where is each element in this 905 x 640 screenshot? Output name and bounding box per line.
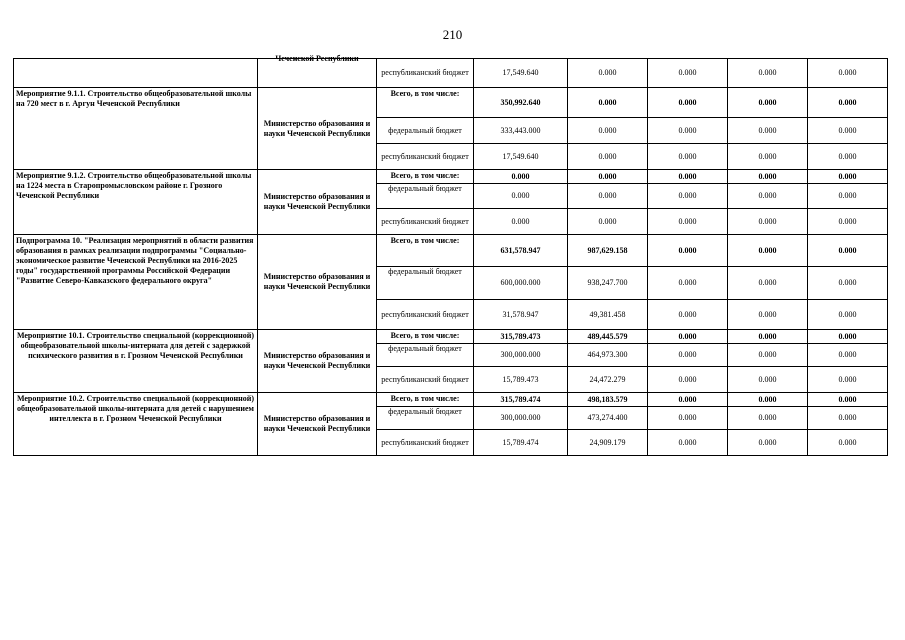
funding-source-cell: федеральный бюджет bbox=[377, 407, 474, 430]
value-cell: 0.000 bbox=[728, 407, 808, 430]
value-cell: 0.000 bbox=[648, 393, 728, 407]
value-cell: 0.000 bbox=[648, 300, 728, 330]
value-cell: 0.000 bbox=[648, 367, 728, 393]
value-cell: 0.000 bbox=[568, 209, 648, 235]
funding-source-cell: Всего, в том числе: bbox=[377, 88, 474, 118]
value-cell: 0.000 bbox=[648, 170, 728, 184]
value-cell: 0.000 bbox=[474, 170, 568, 184]
value-cell: 0.000 bbox=[728, 235, 808, 267]
value-cell: 0.000 bbox=[648, 330, 728, 344]
value-cell: 464,973.300 bbox=[568, 344, 648, 367]
value-cell: 15,789.473 bbox=[474, 367, 568, 393]
funding-source-cell: республиканский бюджет bbox=[377, 430, 474, 456]
budget-table bbox=[13, 54, 888, 456]
value-cell: 0.000 bbox=[728, 184, 808, 209]
page-number: 210 bbox=[442, 27, 463, 42]
table-row bbox=[14, 235, 888, 267]
value-cell: 0.000 bbox=[808, 144, 888, 170]
value-cell: 0.000 bbox=[808, 330, 888, 344]
value-cell: 315,789.474 bbox=[474, 393, 568, 407]
ministry-cell: Чеченской Республики bbox=[258, 59, 377, 88]
value-cell: 938,247.700 bbox=[568, 267, 648, 300]
value-cell: 0.000 bbox=[808, 367, 888, 393]
value-cell: 0.000 bbox=[808, 88, 888, 118]
value-cell: 0.000 bbox=[728, 88, 808, 118]
value-cell: 0.000 bbox=[648, 88, 728, 118]
value-cell: 17,549.640 bbox=[474, 144, 568, 170]
event-title-cell: Мероприятие 10.2. Строительство специальной (коррекционной) общеобразовательной школы-интерната для детей с нарушением интеллекта в г. Грозном Чеченской Республики bbox=[14, 393, 258, 456]
value-cell: 15,789.474 bbox=[474, 430, 568, 456]
value-cell: 0.000 bbox=[568, 59, 648, 88]
funding-source-cell: федеральный бюджет bbox=[377, 118, 474, 144]
ministry-cell: Министерство образования и науки Чеченской Республики bbox=[258, 330, 377, 393]
value-cell: 0.000 bbox=[808, 118, 888, 144]
value-cell: 0.000 bbox=[568, 118, 648, 144]
funding-source-cell: федеральный бюджет bbox=[377, 184, 474, 209]
value-cell: 0.000 bbox=[728, 267, 808, 300]
value-cell: 17,549.640 bbox=[474, 59, 568, 88]
ministry-cell: Министерство образования и науки Чеченской Республики bbox=[258, 170, 377, 235]
funding-source-cell: республиканский бюджет bbox=[377, 144, 474, 170]
ministry-cell: Министерство образования и науки Чеченской Республики bbox=[258, 235, 377, 330]
value-cell: 0.000 bbox=[648, 235, 728, 267]
ministry-cell: Министерство образования и науки Чеченской Республики bbox=[258, 393, 377, 456]
value-cell: 0.000 bbox=[474, 209, 568, 235]
value-cell: 0.000 bbox=[808, 407, 888, 430]
value-cell: 0.000 bbox=[648, 184, 728, 209]
value-cell: 0.000 bbox=[728, 393, 808, 407]
funding-source-cell: Всего, в том числе: bbox=[377, 235, 474, 267]
value-cell: 631,578.947 bbox=[474, 235, 568, 267]
value-cell: 0.000 bbox=[568, 184, 648, 209]
value-cell: 0.000 bbox=[808, 430, 888, 456]
value-cell: 498,183.579 bbox=[568, 393, 648, 407]
value-cell: 0.000 bbox=[568, 170, 648, 184]
table-row bbox=[14, 59, 888, 88]
event-title-cell: Подпрограмма 10. "Реализация мероприятий в области развития образования в рамках реализации подпрограммы "Социально-экономическое развитие Чеченской Республики на 2016-2025 годы" государственной программы Российской Федерации "Развитие Северо-Кавказского федерального округа" bbox=[14, 235, 258, 330]
event-cell bbox=[14, 59, 258, 88]
value-cell: 49,381.458 bbox=[568, 300, 648, 330]
ministry-cell: Министерство образования и науки Чеченской Республики bbox=[258, 88, 377, 170]
table-row bbox=[14, 170, 888, 184]
funding-source-cell: Всего, в том числе: bbox=[377, 170, 474, 184]
value-cell: 0.000 bbox=[568, 144, 648, 170]
value-cell: 0.000 bbox=[728, 344, 808, 367]
value-cell: 0.000 bbox=[728, 118, 808, 144]
funding-source-cell: республиканский бюджет bbox=[377, 367, 474, 393]
funding-source-cell: республиканский бюджет bbox=[377, 59, 474, 88]
funding-source-cell: республиканский бюджет bbox=[377, 209, 474, 235]
value-cell: 315,789.473 bbox=[474, 330, 568, 344]
table-row bbox=[14, 393, 888, 407]
value-cell: 0.000 bbox=[648, 407, 728, 430]
value-cell: 0.000 bbox=[808, 170, 888, 184]
funding-source-cell: федеральный бюджет bbox=[377, 267, 474, 300]
value-cell: 0.000 bbox=[808, 209, 888, 235]
value-cell: 0.000 bbox=[808, 59, 888, 88]
table-row bbox=[14, 330, 888, 344]
value-cell: 0.000 bbox=[728, 144, 808, 170]
event-title-cell: Мероприятие 10.1. Строительство специальной (коррекционной) общеобразовательной школы-интерната для детей с задержкой психического развития в г. Грозном Чеченской Республики bbox=[14, 330, 258, 393]
value-cell: 0.000 bbox=[728, 330, 808, 344]
value-cell: 0.000 bbox=[474, 184, 568, 209]
value-cell: 24,909.179 bbox=[568, 430, 648, 456]
value-cell: 0.000 bbox=[808, 300, 888, 330]
value-cell: 600,000.000 bbox=[474, 267, 568, 300]
value-cell: 0.000 bbox=[808, 393, 888, 407]
value-cell: 333,443.000 bbox=[474, 118, 568, 144]
value-cell: 300,000.000 bbox=[474, 407, 568, 430]
funding-source-cell: Всего, в том числе: bbox=[377, 330, 474, 344]
value-cell: 0.000 bbox=[728, 59, 808, 88]
value-cell: 0.000 bbox=[808, 184, 888, 209]
value-cell: 0.000 bbox=[728, 209, 808, 235]
table-row bbox=[14, 88, 888, 118]
value-cell: 0.000 bbox=[728, 300, 808, 330]
value-cell: 0.000 bbox=[808, 267, 888, 300]
value-cell: 0.000 bbox=[648, 267, 728, 300]
value-cell: 987,629.158 bbox=[568, 235, 648, 267]
value-cell: 0.000 bbox=[728, 367, 808, 393]
value-cell: 300,000.000 bbox=[474, 344, 568, 367]
value-cell: 0.000 bbox=[648, 344, 728, 367]
value-cell: 350,992.640 bbox=[474, 88, 568, 118]
value-cell: 0.000 bbox=[808, 344, 888, 367]
funding-source-cell: республиканский бюджет bbox=[377, 300, 474, 330]
value-cell: 0.000 bbox=[648, 430, 728, 456]
value-cell: 0.000 bbox=[648, 209, 728, 235]
value-cell: 0.000 bbox=[648, 59, 728, 88]
funding-source-cell: Всего, в том числе: bbox=[377, 393, 474, 407]
event-title-cell: Мероприятие 9.1.1. Строительство общеобразовательной школы на 720 мест в г. Аргун Чеченской Республики bbox=[14, 88, 258, 170]
value-cell: 0.000 bbox=[648, 118, 728, 144]
value-cell: 0.000 bbox=[728, 170, 808, 184]
value-cell: 473,274.400 bbox=[568, 407, 648, 430]
value-cell: 0.000 bbox=[728, 430, 808, 456]
funding-source-cell: федеральный бюджет bbox=[377, 344, 474, 367]
event-title-cell: Мероприятие 9.1.2. Строительство общеобразовательной школы на 1224 места в Старопромысловском районе г. Грозного Чеченской Республики bbox=[14, 170, 258, 235]
value-cell: 0.000 bbox=[568, 88, 648, 118]
value-cell: 31,578.947 bbox=[474, 300, 568, 330]
value-cell: 489,445.579 bbox=[568, 330, 648, 344]
value-cell: 24,472.279 bbox=[568, 367, 648, 393]
value-cell: 0.000 bbox=[648, 144, 728, 170]
value-cell: 0.000 bbox=[808, 235, 888, 267]
